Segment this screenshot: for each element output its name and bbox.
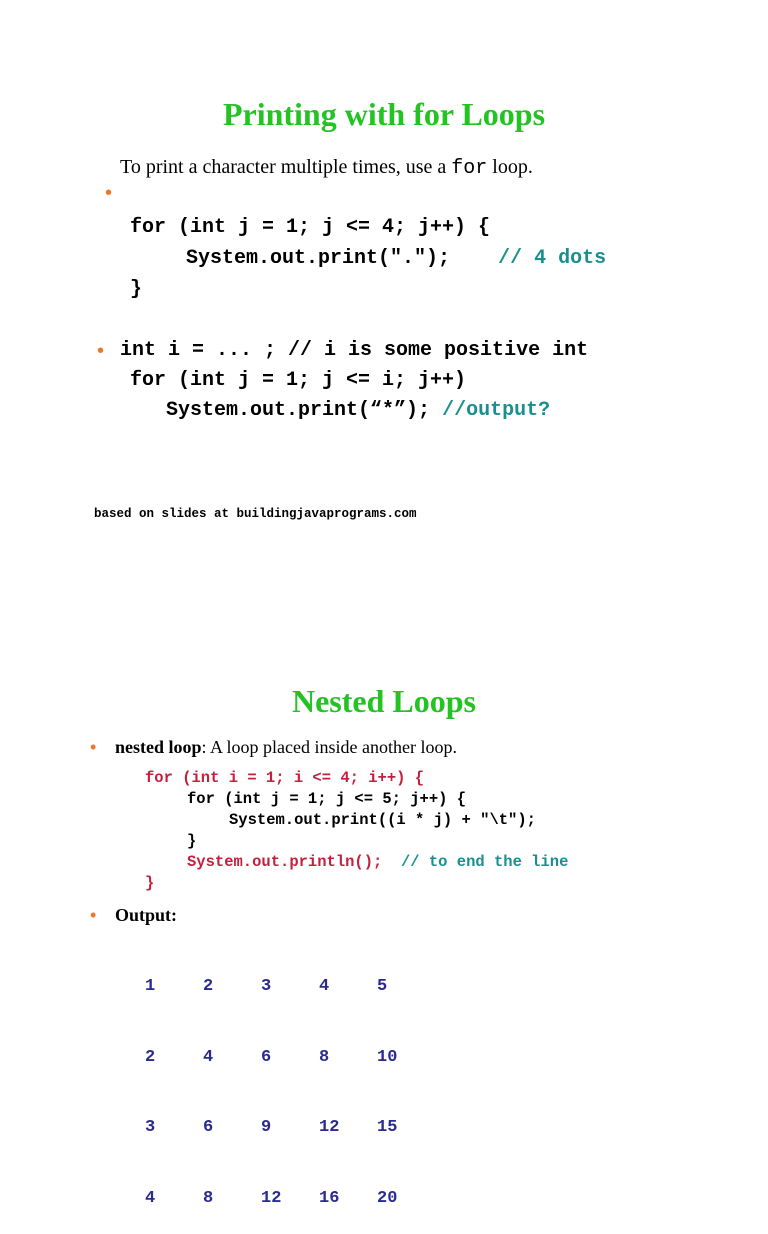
code2-line5-code: System.out.println(); xyxy=(187,853,383,871)
slide1-bullet1 xyxy=(95,154,112,206)
bullet2-line3-comment: //output? xyxy=(442,399,551,422)
code2-line4: } xyxy=(187,832,197,850)
output-row xyxy=(145,1046,435,1070)
bullet-marker: • xyxy=(105,182,113,204)
output-cell: 6 xyxy=(203,1118,214,1137)
output-cell: 4 xyxy=(145,1188,156,1208)
output-cell: 4 xyxy=(319,977,330,996)
slide1-title: Printing with for Loops xyxy=(222,96,546,132)
output-row xyxy=(145,1187,435,1211)
code2-line6: } xyxy=(145,874,155,892)
output-cell: 2 xyxy=(203,977,214,996)
slide2-bullet1-marker: • xyxy=(90,737,97,757)
bullet2-line3-code: System.out.print(“*”); xyxy=(166,399,431,422)
bullet2-line2: for (int j = 1; j <= i; j++) xyxy=(130,369,467,392)
output-label: Output: xyxy=(115,905,178,925)
output-cell: 2 xyxy=(145,1047,156,1067)
slide2-title: Nested Loops xyxy=(291,683,476,719)
code2-line2: for (int j = 1; j <= 5; j++) { xyxy=(187,790,467,808)
nested-loop-term: nested loop xyxy=(115,737,202,757)
output-cell: 3 xyxy=(261,977,272,996)
code2-line1: for (int i = 1; i <= 4; i++) { xyxy=(145,769,425,787)
code1-line2 xyxy=(186,247,606,271)
output-cell: 4 xyxy=(203,1047,214,1067)
output-cell: 16 xyxy=(319,1188,340,1208)
slide1-bullet2-marker: • xyxy=(97,340,105,362)
output-cell: 10 xyxy=(377,1047,398,1067)
output-cell: 5 xyxy=(377,977,388,996)
output-cell: 20 xyxy=(377,1188,398,1208)
bullet2-line1: int i = ... ; // i is some positive int xyxy=(120,339,589,362)
code2-line3: System.out.print((i * j) + "\t"); xyxy=(229,811,536,829)
output-cell: 8 xyxy=(319,1047,330,1067)
code1-line2-comment: // 4 dots xyxy=(498,247,607,270)
code1-line2-code: System.out.print("."); xyxy=(186,247,451,270)
bullet1-text-after: loop. xyxy=(487,156,533,178)
bullet2-line3 xyxy=(166,399,550,423)
output-cell: 12 xyxy=(261,1188,282,1208)
output-cell: 9 xyxy=(261,1118,272,1137)
output-cell: 12 xyxy=(319,1118,340,1137)
bullet1-inline-code: for xyxy=(451,157,488,180)
output-cell: 3 xyxy=(145,1118,156,1137)
slide1-bullet1-text xyxy=(120,154,533,182)
code2-line5 xyxy=(187,852,568,872)
code2-line5-comment: // to end the line xyxy=(400,853,569,871)
nested-loop-definition: : A loop placed inside another loop. xyxy=(201,737,457,757)
output-table xyxy=(145,928,435,1234)
code1-line3: } xyxy=(130,278,143,301)
slide1-footer: based on slides at buildingjavaprograms.com xyxy=(94,507,417,521)
bullet1-text-before: To print a character multiple times, use a xyxy=(120,156,452,178)
slide2-bullet1-text xyxy=(115,736,457,758)
output-row xyxy=(145,975,435,999)
output-row xyxy=(145,1116,435,1140)
output-cell: 6 xyxy=(261,1047,272,1067)
output-cell: 8 xyxy=(203,1188,214,1208)
output-cell: 1 xyxy=(145,977,156,996)
slide2-bullet2-marker: • xyxy=(90,905,97,925)
code1-line1: for (int j = 1; j <= 4; j++) { xyxy=(130,216,491,239)
output-cell: 15 xyxy=(377,1118,398,1137)
